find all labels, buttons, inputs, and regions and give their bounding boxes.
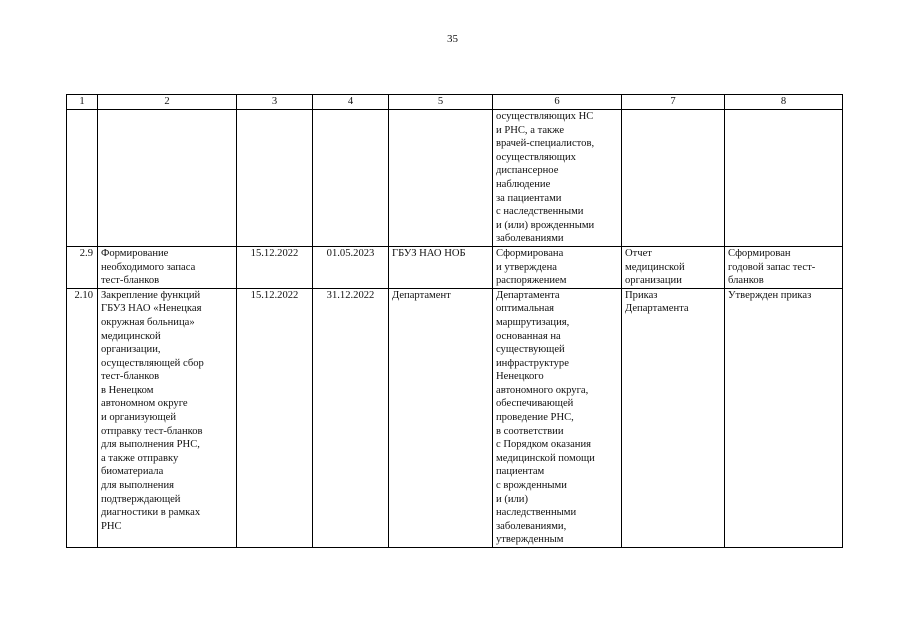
cell-line: медицинской bbox=[101, 330, 161, 342]
cell-line: РНС bbox=[101, 520, 122, 532]
cell-line: в соответствии bbox=[496, 425, 564, 437]
cell-line: диагностики в рамках bbox=[101, 507, 201, 519]
cell-line: заболеваниями bbox=[496, 233, 564, 245]
cell-line: медицинской bbox=[625, 261, 685, 273]
cell-line: отправку тест-бланков bbox=[101, 425, 203, 437]
table-row bbox=[67, 246, 843, 288]
cell-line: осуществляющих НС bbox=[496, 111, 594, 122]
header-cell: 7 bbox=[622, 95, 725, 110]
cell-line: Закрепление функций bbox=[101, 289, 201, 301]
cell-line: Утвержден приказ bbox=[728, 289, 812, 301]
cell-line: с врожденными bbox=[496, 480, 567, 492]
cell-line: и (или) врожденными bbox=[496, 219, 595, 231]
header-cell: 1 bbox=[67, 95, 98, 110]
cell-line: а также отправку bbox=[101, 452, 179, 464]
cell-document bbox=[622, 110, 725, 247]
cell-line: автономного округа, bbox=[496, 384, 589, 396]
header-cell: 5 bbox=[389, 95, 493, 110]
cell-line: Отчет bbox=[625, 247, 652, 259]
cell-result bbox=[493, 110, 622, 247]
cell-line: заболеваниями, bbox=[496, 520, 567, 532]
cell-line: медицинской помощи bbox=[496, 452, 595, 464]
cell-line: для выполнения bbox=[101, 480, 175, 492]
cell-start-date: 15.12.2022 bbox=[237, 288, 313, 547]
cell-line: и утверждена bbox=[496, 261, 557, 273]
cell-line: за пациентами bbox=[496, 192, 562, 204]
cell-line: врачей-специалистов, bbox=[496, 138, 595, 150]
cell-document bbox=[622, 288, 725, 547]
cell-line: ГБУЗ НАО «Ненецкая bbox=[101, 303, 202, 315]
cell-line: окружная больница» bbox=[101, 316, 195, 328]
cell-line: маршрутизация, bbox=[496, 316, 570, 328]
cell-line: Сформирован bbox=[728, 247, 791, 259]
header-cell: 4 bbox=[313, 95, 389, 110]
cell-line: распоряжением bbox=[496, 275, 567, 287]
cell-task bbox=[98, 110, 237, 247]
cell-task bbox=[98, 288, 237, 547]
cell-line: проведение РНС, bbox=[496, 412, 574, 424]
cell-line: биоматериала bbox=[101, 466, 164, 478]
cell-status bbox=[725, 110, 843, 247]
cell-line: Ненецкого bbox=[496, 371, 544, 383]
cell-result bbox=[493, 288, 622, 547]
table-header-row bbox=[67, 95, 843, 110]
cell-line: наблюдение bbox=[496, 178, 551, 190]
cell-line: инфраструктуре bbox=[496, 357, 569, 369]
cell-line: необходимого запаса bbox=[101, 261, 196, 273]
cell-status bbox=[725, 288, 843, 547]
cell-line: бланков bbox=[728, 275, 764, 287]
cell-line: и (или) bbox=[496, 493, 528, 505]
cell-line: осуществляющих bbox=[496, 151, 576, 163]
cell-end-date bbox=[313, 110, 389, 247]
cell-line: оптимальная bbox=[496, 303, 555, 315]
header-cell: 8 bbox=[725, 95, 843, 110]
cell-number: 2.10 bbox=[67, 288, 98, 547]
table-row bbox=[67, 288, 843, 547]
cell-line: организации bbox=[625, 275, 682, 287]
cell-end-date: 01.05.2023 bbox=[313, 246, 389, 288]
cell-line: осуществляющей сбор bbox=[101, 357, 204, 369]
cell-line: утвержденным bbox=[496, 534, 564, 546]
cell-line: существующей bbox=[496, 344, 565, 356]
document-table bbox=[66, 94, 843, 548]
cell-number: 2.9 bbox=[67, 246, 98, 288]
cell-line: подтверждающей bbox=[101, 493, 181, 505]
cell-result bbox=[493, 246, 622, 288]
table-row bbox=[67, 110, 843, 247]
cell-executor bbox=[389, 110, 493, 247]
cell-line: Департамента bbox=[625, 303, 689, 315]
cell-status bbox=[725, 246, 843, 288]
cell-line: Формирование bbox=[101, 247, 169, 259]
cell-executor: Департамент bbox=[389, 288, 493, 547]
cell-executor: ГБУЗ НАО НОБ bbox=[389, 246, 493, 288]
cell-line: обеспечивающей bbox=[496, 398, 574, 410]
cell-line: в Ненецком bbox=[101, 384, 154, 396]
header-cell: 2 bbox=[98, 95, 237, 110]
cell-line: Приказ bbox=[625, 289, 658, 301]
cell-line: пациентам bbox=[496, 466, 545, 478]
cell-line: диспансерное bbox=[496, 165, 559, 177]
cell-line: автономном округе bbox=[101, 398, 188, 410]
cell-line: Департамента bbox=[496, 289, 560, 301]
cell-line: тест-бланков bbox=[101, 275, 160, 287]
cell-task bbox=[98, 246, 237, 288]
cell-line: основанная на bbox=[496, 330, 561, 342]
cell-document bbox=[622, 246, 725, 288]
header-cell: 3 bbox=[237, 95, 313, 110]
cell-line: и организующей bbox=[101, 412, 176, 424]
cell-line: наследственными bbox=[496, 507, 577, 519]
cell-line: с наследственными bbox=[496, 206, 584, 218]
cell-line: годовой запас тест- bbox=[728, 261, 816, 273]
cell-start-date bbox=[237, 110, 313, 247]
cell-line: тест-бланков bbox=[101, 371, 160, 383]
cell-start-date: 15.12.2022 bbox=[237, 246, 313, 288]
header-cell: 6 bbox=[493, 95, 622, 110]
cell-line: и РНС, а также bbox=[496, 124, 565, 136]
page-number: 35 bbox=[447, 33, 458, 45]
cell-line: организации, bbox=[101, 344, 161, 356]
cell-end-date: 31.12.2022 bbox=[313, 288, 389, 547]
cell-line: Сформирована bbox=[496, 247, 564, 259]
cell-number bbox=[67, 110, 98, 247]
cell-line: для выполнения РНС, bbox=[101, 439, 200, 451]
cell-line: с Порядком оказания bbox=[496, 439, 591, 451]
